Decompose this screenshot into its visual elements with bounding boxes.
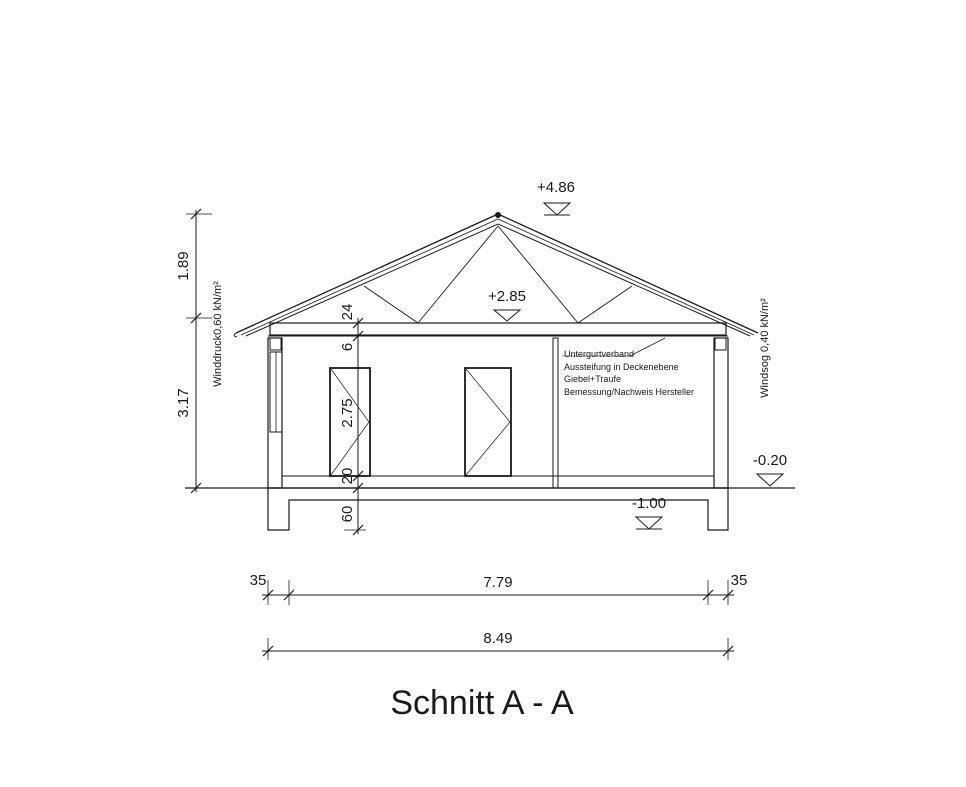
- wall-plate-left: [270, 338, 281, 350]
- level-marker-foundation: [636, 517, 662, 529]
- roof: [234, 212, 758, 337]
- note-leader: [630, 338, 665, 356]
- window-left: [270, 352, 282, 432]
- note-line-4: Bemessung/Nachweis Hersteller: [564, 387, 695, 397]
- level-foundation: -1.00: [631, 495, 667, 512]
- dim-ceiling-gap: 6: [339, 342, 356, 352]
- level-marker-terrain: [757, 474, 783, 486]
- exterior-walls: [268, 338, 728, 488]
- dim-floor-thickness: 20: [339, 467, 356, 485]
- wind-pressure-label: Winddruck0,60 kN/m²: [212, 281, 224, 387]
- door-2: [465, 368, 511, 476]
- note-line-1: Untergurtverband: [564, 349, 635, 359]
- wall-plate-right: [715, 338, 726, 350]
- dim-ceiling-thickness: 24: [339, 303, 356, 321]
- dim-interior: 7.79: [483, 574, 513, 591]
- interior-partition: [553, 338, 558, 488]
- dim-wall-height: 3.17: [175, 388, 192, 418]
- dim-total: 8.49: [483, 630, 513, 647]
- level-ceiling: +2.85: [488, 288, 526, 305]
- note-line-3: Giebel+Traufe: [564, 374, 621, 384]
- level-ridge: +4.86: [537, 179, 575, 196]
- note-line-2: Aussteifung in Deckenebene: [564, 362, 679, 372]
- truss-web: [364, 226, 632, 323]
- drawing-title: Schnitt A - A: [390, 684, 574, 722]
- dim-foundation-depth: 60: [339, 505, 356, 523]
- dim-roof-height: 1.89: [175, 251, 192, 281]
- dim-wall-right: 35: [730, 572, 748, 589]
- level-terrain: -0.20: [752, 452, 788, 469]
- dim-wall-left: 35: [249, 572, 267, 589]
- wind-suction-label: Windsog 0,40 kN/m²: [759, 298, 771, 398]
- level-marker-ceiling: [494, 310, 520, 321]
- ceiling-layer: [268, 323, 728, 336]
- dim-room-height: 2.75: [339, 398, 356, 428]
- level-marker-ridge: [544, 203, 570, 215]
